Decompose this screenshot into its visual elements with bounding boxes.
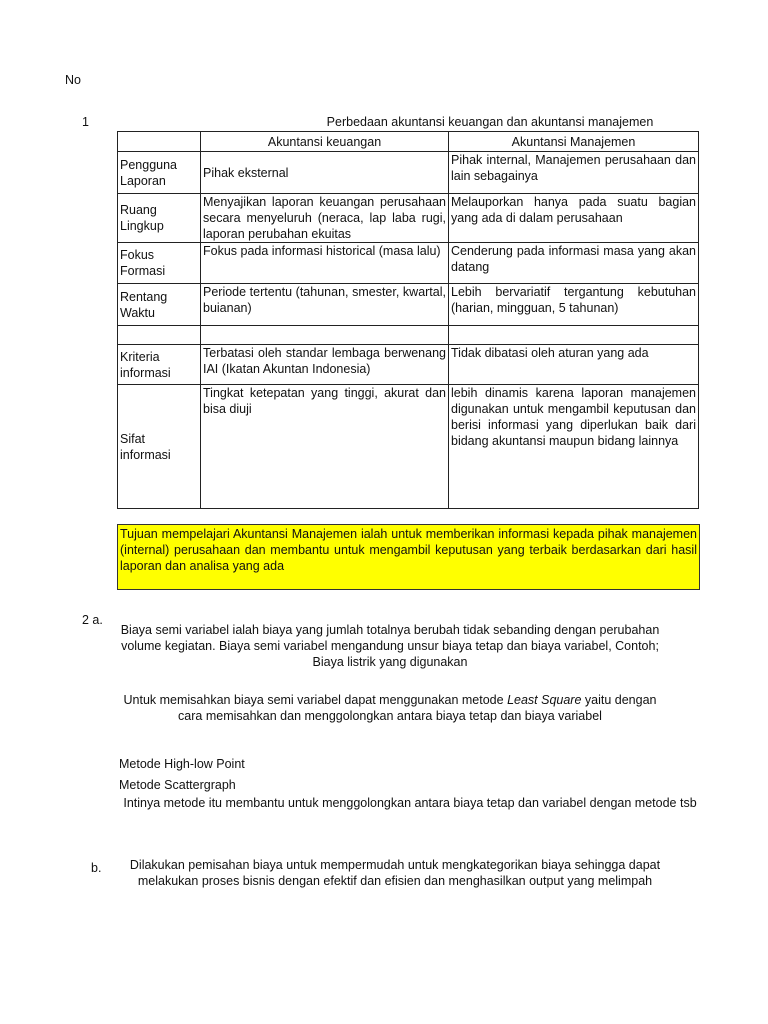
table-row bbox=[118, 284, 699, 326]
cell-manajemen: Melauporkan hanya pada suatu bagian yang ada di dalam perusahaan bbox=[449, 194, 699, 243]
table-row bbox=[118, 243, 699, 284]
semi-variable-definition: Biaya semi variabel ialah biaya yang jumlah totalnya berubah tidak sebanding dengan perubahan volume kegiatan. Biaya semi variabel mengandung unsur biaya tetap dan biaya variabel, Contoh; Biaya listrik yang digunakan bbox=[120, 623, 660, 669]
table-row bbox=[118, 152, 699, 194]
cell-keuangan: Pihak eksternal bbox=[201, 152, 449, 194]
cell-keuangan: Menyajikan laporan keuangan perusahaan secara menyeluruh (neraca, lap laba rugi, laporan perubahan ekuitas bbox=[201, 194, 449, 243]
least-square-term: Least Square bbox=[507, 693, 582, 707]
table-row bbox=[118, 385, 699, 509]
cell-manajemen: lebih dinamis karena laporan manajemen digunakan untuk mengambil keputusan dan berisi informasi yang diperlukan baik dari bidang akuntansi maupun bidang lainnya bbox=[449, 385, 699, 509]
cell-keuangan: Fokus pada informasi historical (masa lalu) bbox=[201, 243, 449, 284]
least-square-text-after: yaitu dengan cara memisahkan dan menggolongkan antara biaya tetap dan biaya variabel bbox=[178, 693, 657, 723]
least-square-text-before: Untuk memisahkan biaya semi variabel dapat menggunakan metode bbox=[123, 693, 508, 707]
row-label: Rentang Waktu bbox=[118, 284, 201, 326]
cell-keuangan bbox=[201, 326, 449, 345]
no-column-label: No bbox=[65, 73, 81, 87]
row-label bbox=[118, 326, 201, 345]
header-cell-empty bbox=[118, 132, 201, 152]
table-row-empty bbox=[118, 326, 699, 345]
cell-manajemen: Tidak dibatasi oleh aturan yang ada bbox=[449, 345, 699, 385]
method-high-low: Metode High-low Point bbox=[119, 757, 245, 771]
question-2b-number: b. bbox=[91, 861, 102, 875]
table-row bbox=[118, 345, 699, 385]
cell-keuangan: Tingkat ketepatan yang tinggi, akurat dan bisa diuji bbox=[201, 385, 449, 509]
cell-manajemen: Lebih bervariatif tergantung kebutuhan (harian, mingguan, 5 tahunan) bbox=[449, 284, 699, 326]
cell-manajemen bbox=[449, 326, 699, 345]
comparison-table bbox=[117, 131, 699, 509]
row-label: Fokus Formasi bbox=[118, 243, 201, 284]
row-label: Pengguna Laporan bbox=[118, 152, 201, 194]
row-label: Ruang Lingkup bbox=[118, 194, 201, 243]
header-cell-manajemen: Akuntansi Manajemen bbox=[449, 132, 699, 152]
row-label: Kriteria informasi bbox=[118, 345, 201, 385]
highlighted-conclusion: Tujuan mempelajari Akuntansi Manajemen ialah untuk memberikan informasi kepada pihak manajemen (internal) perusahaan dan membantu untuk mengambil keputusan yang terbaik berdasarkan dari hasil laporan dan analisa yang ada bbox=[117, 524, 700, 590]
method-scattergraph: Metode Scattergraph bbox=[119, 778, 236, 792]
question-1-number: 1 bbox=[82, 115, 89, 129]
methods-summary: Intinya metode itu membantu untuk menggolongkan antara biaya tetap dan variabel dengan metode tsb bbox=[123, 796, 697, 810]
least-square-paragraph bbox=[120, 692, 660, 724]
cell-keuangan: Periode tertentu (tahunan, smester, kwartal, buianan) bbox=[201, 284, 449, 326]
row-label: Sifat informasi bbox=[118, 385, 201, 509]
header-cell-keuangan: Akuntansi keuangan bbox=[201, 132, 449, 152]
cost-separation-paragraph: Dilakukan pemisahan biaya untuk mempermudah untuk mengkategorikan biaya sehingga dapat melakukan proses bisnis dengan efektif dan efisien dan menghasilkan output yang melimpah bbox=[129, 858, 661, 888]
cell-manajemen: Pihak internal, Manajemen perusahaan dan lain sebagainya bbox=[449, 152, 699, 194]
table-row bbox=[118, 194, 699, 243]
cell-manajemen: Cenderung pada informasi masa yang akan datang bbox=[449, 243, 699, 284]
question-1-title: Perbedaan akuntansi keuangan dan akuntansi manajemen bbox=[326, 115, 654, 129]
question-2a-number: 2 a. bbox=[82, 613, 103, 627]
cell-keuangan: Terbatasi oleh standar lembaga berwenang IAI (Ikatan Akuntan Indonesia) bbox=[201, 345, 449, 385]
table-header-row bbox=[118, 132, 699, 152]
